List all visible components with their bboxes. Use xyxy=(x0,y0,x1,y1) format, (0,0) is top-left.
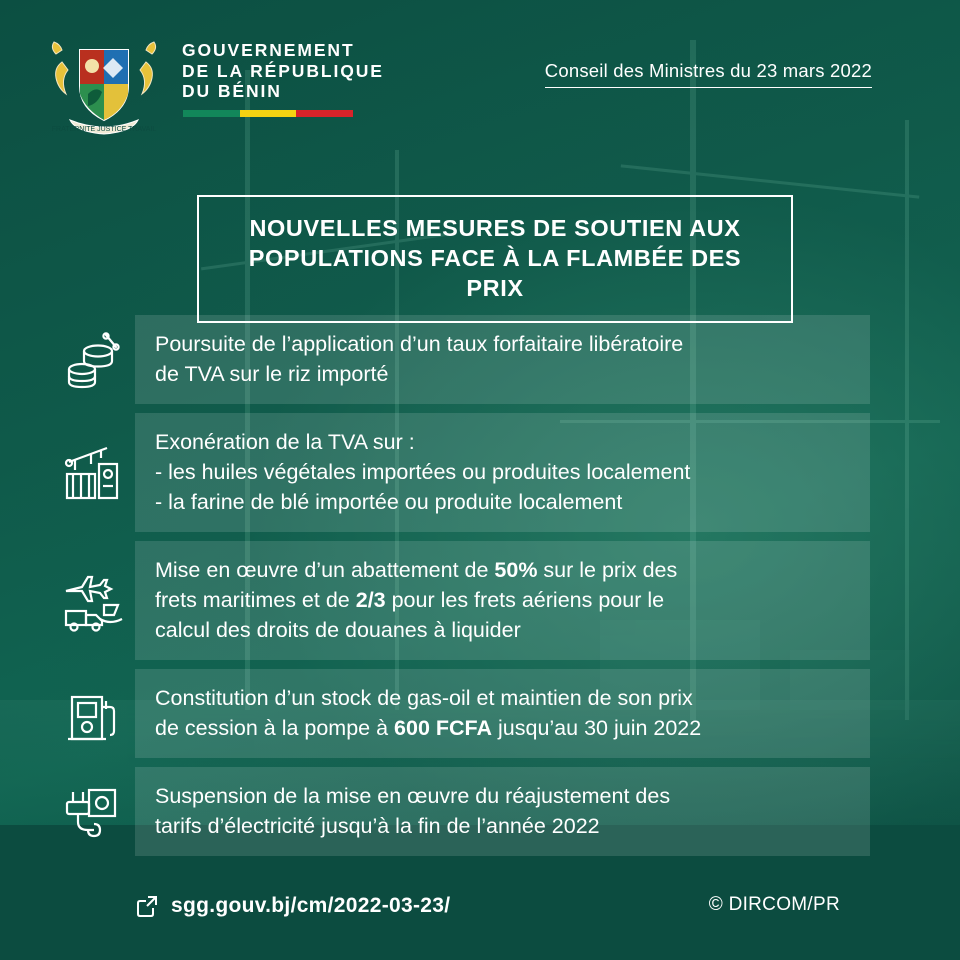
port-crane-container-icon xyxy=(50,413,135,532)
source-link-text: sgg.gouv.bj/cm/2022-03-23/ xyxy=(171,894,451,917)
plane-truck-ship-icon xyxy=(50,541,135,660)
measure-line: de TVA sur le riz importé xyxy=(155,362,389,386)
page-title xyxy=(197,195,793,323)
measure-text xyxy=(135,669,870,758)
flag-stripe-yellow xyxy=(240,110,297,117)
measure-line: calcul des droits de douanes à liquider xyxy=(155,618,521,642)
measure-text xyxy=(135,413,870,532)
power-plug-meter-icon xyxy=(50,767,135,856)
fuel-pump-icon xyxy=(50,669,135,758)
measure-line: Exonération de la TVA sur : xyxy=(155,430,415,454)
gov-line-3: DU BÉNIN xyxy=(182,81,282,101)
benin-flag-bar xyxy=(183,110,353,117)
credit: © DIRCOM/PR xyxy=(708,894,840,915)
gov-line-1: GOUVERNEMENT xyxy=(182,40,355,60)
header xyxy=(0,0,960,150)
measure-line: - la farine de blé importée ou produite localement xyxy=(155,490,623,514)
list-item xyxy=(50,315,870,404)
measure-line: Constitution d’un stock de gas-oil et maintien de son prix xyxy=(155,686,693,710)
measure-line: frets maritimes et de 2/3 pour les frets aériens pour le xyxy=(155,588,665,612)
measure-line: - les huiles végétales importées ou produites localement xyxy=(155,460,691,484)
flag-stripe-red xyxy=(296,110,353,117)
measure-line: de cession à la pompe à 600 FCFA jusqu’au 30 juin 2022 xyxy=(155,716,702,740)
measure-text xyxy=(135,315,870,404)
government-name xyxy=(182,40,384,102)
coins-percent-icon xyxy=(50,315,135,404)
measure-text xyxy=(135,541,870,660)
measures-list xyxy=(50,315,870,865)
meeting-date: Conseil des Ministres du 23 mars 2022 xyxy=(545,60,872,88)
list-item xyxy=(50,767,870,856)
measure-line: tarifs d’électricité jusqu’à la fin de l’année 2022 xyxy=(155,814,600,838)
gov-line-2: DE LA RÉPUBLIQUE xyxy=(182,60,384,81)
measure-line: Mise en œuvre d’un abattement de 50% sur le prix des xyxy=(155,558,678,582)
list-item xyxy=(50,413,870,532)
measure-line: Poursuite de l’application d’un taux forfaitaire libératoire xyxy=(155,332,684,356)
benin-coat-of-arms-icon xyxy=(44,28,164,140)
page-title-line-1: NOUVELLES MESURES DE SOUTIEN AUX xyxy=(249,215,741,241)
flag-stripe-green xyxy=(183,110,240,117)
page-title-line-2: POPULATIONS FACE À LA FLAMBÉE DES PRIX xyxy=(248,245,742,301)
external-link-icon xyxy=(136,895,158,917)
source-link[interactable] xyxy=(136,894,450,918)
svg-text:FRATERNITE JUSTICE TRAVAIL: FRATERNITE JUSTICE TRAVAIL xyxy=(51,126,157,133)
list-item xyxy=(50,669,870,758)
list-item xyxy=(50,541,870,660)
measure-text xyxy=(135,767,870,856)
measure-line: Suspension de la mise en œuvre du réajustement des xyxy=(155,784,671,808)
